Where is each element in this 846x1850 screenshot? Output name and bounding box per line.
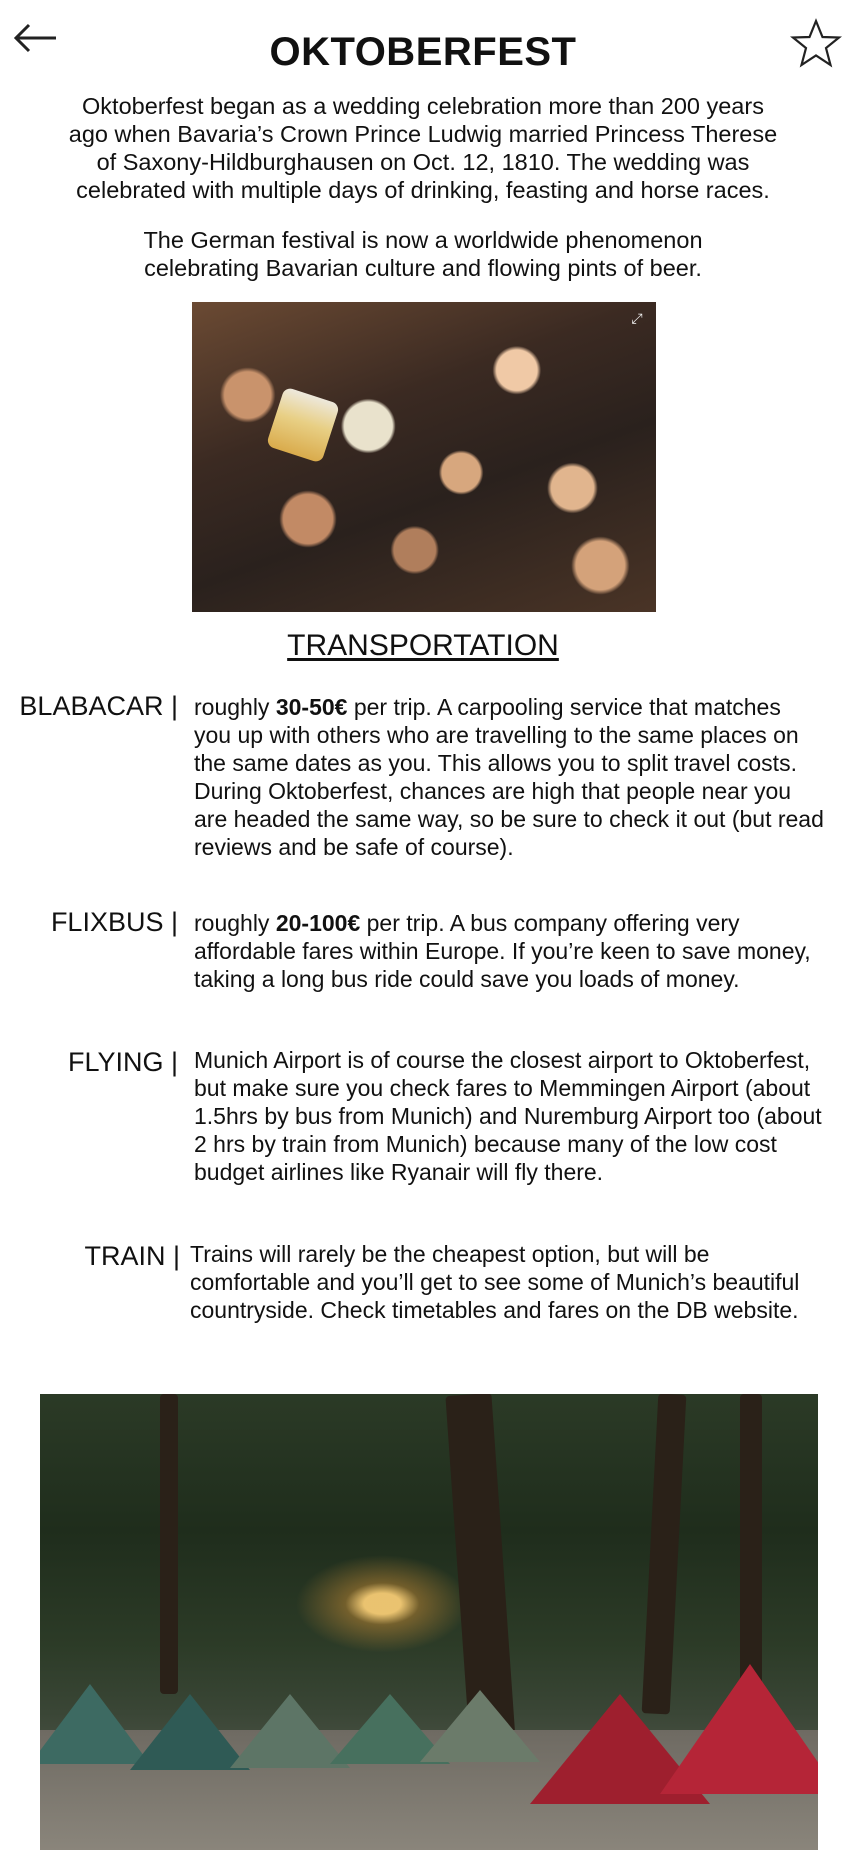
tree-trunk-shape bbox=[740, 1394, 762, 1694]
blablacar-label: BLABACAR | bbox=[19, 691, 178, 721]
oktoberfest-crowd-photo[interactable] bbox=[192, 302, 656, 612]
tent-shape bbox=[660, 1664, 818, 1794]
star-outline-icon bbox=[790, 18, 842, 70]
intro-paragraph: Oktoberfest began as a wedding celebration more than 200 years ago when Bavaria’s Crown Prince Ludwig married Princess Therese of Saxony-Hildburghausen on Oct. 12, 1810. The wedding was celebrated with multiple days of drinking, feasting and horse races. bbox=[68, 93, 778, 203]
train-description: Trains will rarely be the cheapest option, but will be comfortable and you’ll get to see some of Munich’s beautiful countryside. Check timetables and fares on the DB website. bbox=[190, 1241, 800, 1323]
beer-mug-shape bbox=[266, 387, 340, 464]
blablacar-text: per trip. A carpooling service that matches you up with others who are travelling to the same places on the same dates as you. This allows you to split travel costs. During Oktoberfest, chances are high that people near you are headed the same way, so be sure to check it out (but read reviews and be safe of course). bbox=[194, 694, 824, 860]
expand-icon[interactable]: ⤢ bbox=[631, 311, 643, 327]
tree-trunk-shape bbox=[160, 1394, 178, 1694]
page-title: OKTOBERFEST bbox=[269, 30, 577, 74]
flying-label: FLYING | bbox=[67, 1047, 178, 1077]
flixbus-price: 20-100€ bbox=[275, 910, 361, 936]
price-prefix: roughly bbox=[194, 694, 276, 720]
campsite-tents-photo[interactable] bbox=[40, 1394, 818, 1850]
price-prefix: roughly bbox=[194, 910, 276, 936]
flixbus-label: FLIXBUS | bbox=[50, 907, 178, 937]
flying-description: Munich Airport is of course the closest airport to Oktoberfest, but make sure you check fares to Memmingen Airport (about 1.5hrs by bus from Munich) and Nuremburg Airport too (about 2 hrs by train from Munich) because many of the low cost budget airlines like Ryanair will fly there. bbox=[194, 1047, 822, 1185]
intro-paragraph-2: The German festival is now a worldwide phenomenon celebrating Bavarian culture and flowing pints of beer. bbox=[143, 227, 703, 281]
tent-shape bbox=[420, 1690, 540, 1762]
transportation-heading: TRANSPORTATION bbox=[287, 629, 559, 662]
train-label: TRAIN | bbox=[84, 1241, 180, 1271]
blablacar-price: 30-50€ bbox=[275, 694, 348, 720]
blablacar-description bbox=[194, 693, 824, 861]
flixbus-text: per trip. A bus company offering very affordable fares within Europe. If you’re keen to save money, taking a long bus ride could save you loads of money. bbox=[194, 910, 811, 992]
favorite-button[interactable] bbox=[790, 18, 842, 70]
flixbus-description bbox=[194, 909, 824, 993]
